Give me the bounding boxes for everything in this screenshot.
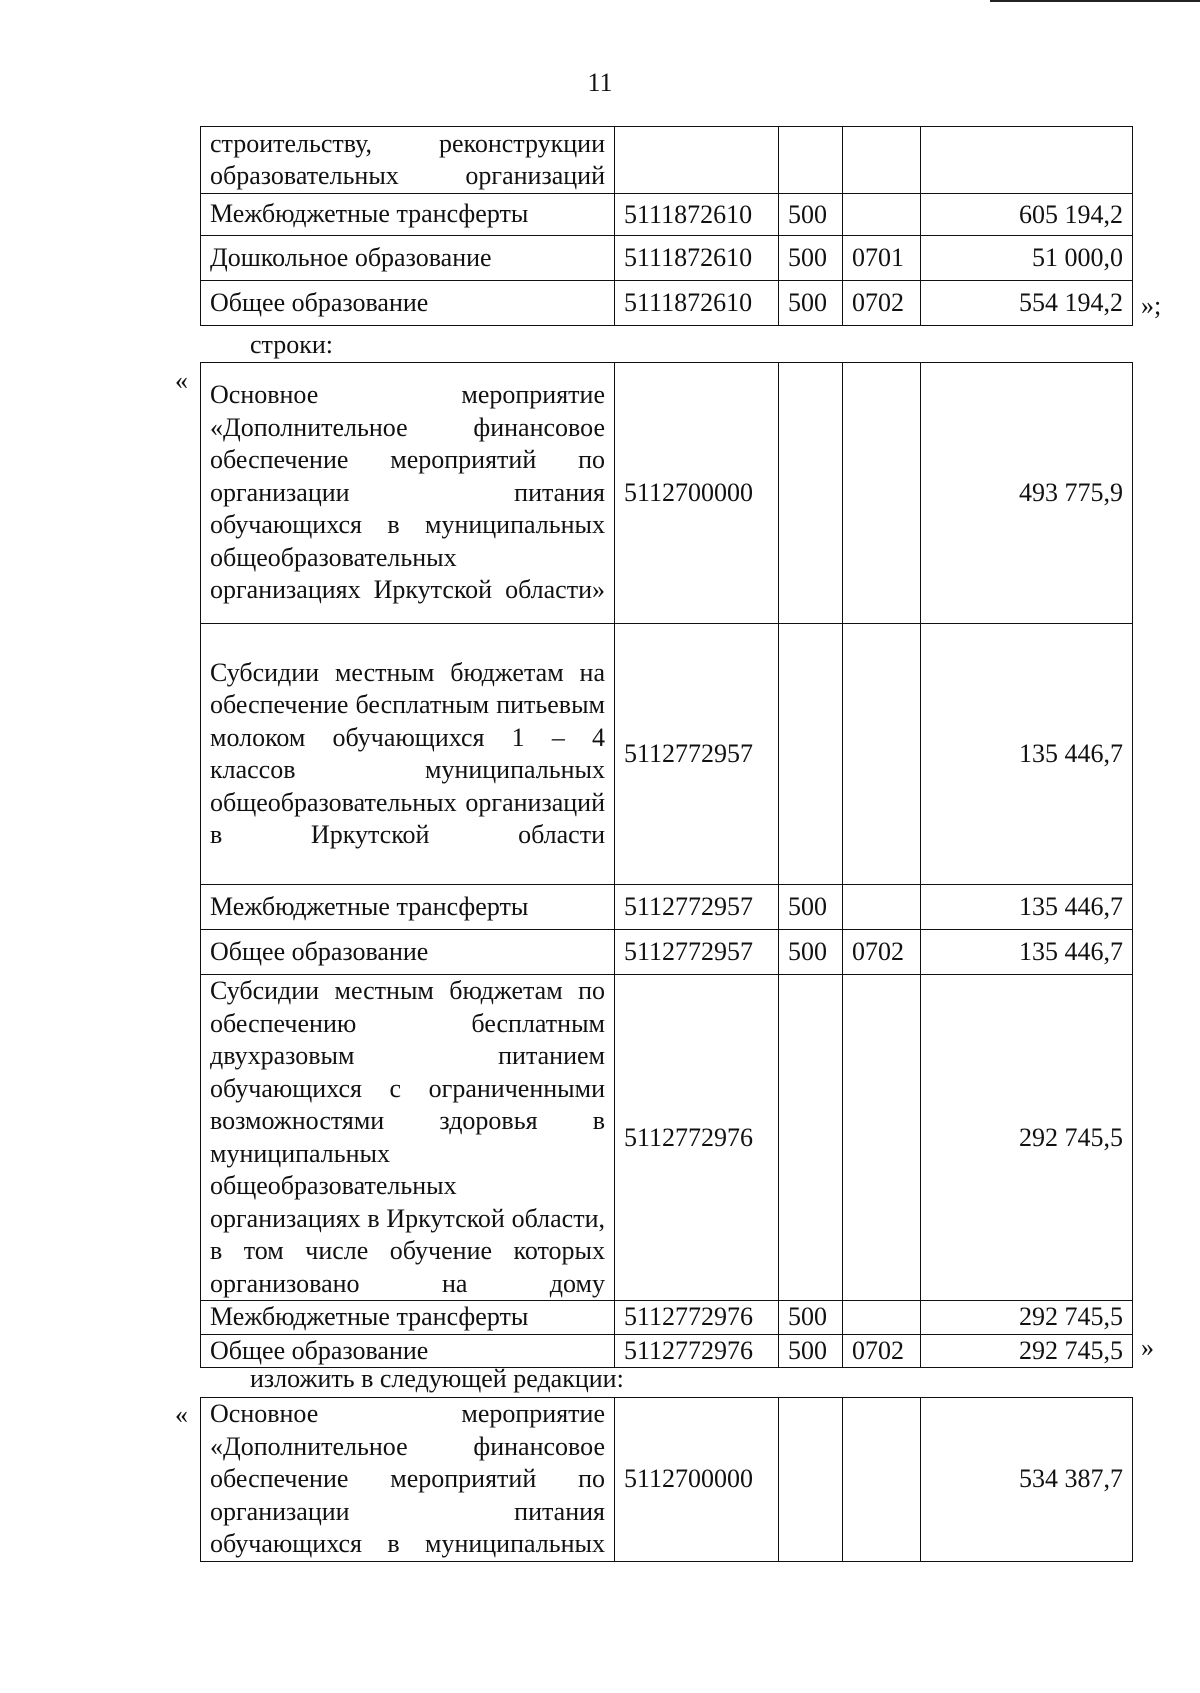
scan-edge-line [990, 0, 1200, 2]
expense-type: 500 [779, 930, 843, 975]
amount: 554 194,2 [921, 281, 1133, 326]
amount: 292 745,5 [921, 1301, 1133, 1335]
target-code: 5111872610 [615, 281, 779, 326]
budget-table-bottom [200, 1397, 1133, 1562]
amount: 292 745,5 [921, 1334, 1133, 1368]
row-description: Общее образование [201, 281, 615, 326]
section-code: 0702 [843, 930, 921, 975]
target-code: 5112772957 [615, 930, 779, 975]
row-description: Основное мероприятие «Дополнительное финансовое обеспечение мероприятий по организации питания обучающихся в муниципальных [201, 1398, 615, 1562]
table-row [201, 127, 1133, 194]
table-row [201, 885, 1133, 930]
expense-type [779, 1398, 843, 1562]
row-description: Основное мероприятие «Дополнительное финансовое обеспечение мероприятий по организации питания обучающихся в муниципальных общеобразовательных организациях Иркутской области» [201, 363, 615, 624]
page-number: 11 [587, 68, 613, 97]
opening-quote-mark: « [175, 1400, 188, 1429]
target-code: 5111872610 [615, 236, 779, 281]
row-description: Общее образование [201, 1334, 615, 1368]
section-code [843, 363, 921, 624]
target-code: 5112772976 [615, 975, 779, 1301]
target-code: 5112700000 [615, 1398, 779, 1562]
amount: 534 387,7 [921, 1398, 1133, 1562]
amount [921, 127, 1133, 194]
target-code: 5112772957 [615, 624, 779, 885]
table-row [201, 1301, 1133, 1335]
row-description: Межбюджетные трансферты [201, 194, 615, 236]
section-code [843, 975, 921, 1301]
target-code: 5112700000 [615, 363, 779, 624]
expense-type [779, 624, 843, 885]
amount: 135 446,7 [921, 624, 1133, 885]
table-row [201, 281, 1133, 326]
table-row [201, 1398, 1133, 1562]
expense-type: 500 [779, 1301, 843, 1335]
row-description: Межбюджетные трансферты [201, 1301, 615, 1335]
closing-quote-mark: »; [1141, 291, 1162, 320]
table-row [201, 236, 1133, 281]
section-code: 0701 [843, 236, 921, 281]
row-description: Межбюджетные трансферты [201, 885, 615, 930]
expense-type: 500 [779, 885, 843, 930]
row-description: строительству, реконструкции образовательных организаций [201, 127, 615, 194]
budget-table-middle [200, 362, 1133, 1368]
caption-edit: изложить в следующей редакции: [250, 1364, 624, 1393]
opening-quote-mark: « [175, 366, 188, 395]
expense-type: 500 [779, 236, 843, 281]
target-code: 5112772976 [615, 1301, 779, 1335]
amount: 135 446,7 [921, 885, 1133, 930]
expense-type [779, 363, 843, 624]
expense-type: 500 [779, 1334, 843, 1368]
section-code: 0702 [843, 281, 921, 326]
target-code: 5112772976 [615, 1334, 779, 1368]
amount: 292 745,5 [921, 975, 1133, 1301]
amount: 493 775,9 [921, 363, 1133, 624]
amount: 605 194,2 [921, 194, 1133, 236]
amount: 135 446,7 [921, 930, 1133, 975]
section-code: 0702 [843, 1334, 921, 1368]
budget-table-top [200, 126, 1133, 326]
closing-quote-mark: » [1141, 1333, 1154, 1362]
section-code [843, 194, 921, 236]
section-code [843, 1398, 921, 1562]
section-code [843, 127, 921, 194]
target-code: 5111872610 [615, 194, 779, 236]
expense-type [779, 127, 843, 194]
row-description: Дошкольное образование [201, 236, 615, 281]
table-row [201, 194, 1133, 236]
row-description: Общее образование [201, 930, 615, 975]
expense-type: 500 [779, 281, 843, 326]
table-row [201, 930, 1133, 975]
row-description: Субсидии местным бюджетам на обеспечение бесплатным питьевым молоком обучающихся 1 – 4 классов муниципальных общеобразовательных организаций в Иркутской области [201, 624, 615, 885]
table-row [201, 363, 1133, 624]
target-code: 5112772957 [615, 885, 779, 930]
row-description: Субсидии местным бюджетам по обеспечению бесплатным двухразовым питанием обучающихся с ограниченными возможностями здоровья в муниципальных общеобразовательных организациях в Иркутской области, в том числе обучение которых организовано на дому [201, 975, 615, 1301]
section-code [843, 885, 921, 930]
target-code [615, 127, 779, 194]
expense-type: 500 [779, 194, 843, 236]
table-row [201, 624, 1133, 885]
amount: 51 000,0 [921, 236, 1133, 281]
table-row [201, 975, 1133, 1301]
section-code [843, 624, 921, 885]
section-code [843, 1301, 921, 1335]
expense-type [779, 975, 843, 1301]
table-row [201, 1334, 1133, 1368]
caption-lines: строки: [250, 330, 333, 359]
